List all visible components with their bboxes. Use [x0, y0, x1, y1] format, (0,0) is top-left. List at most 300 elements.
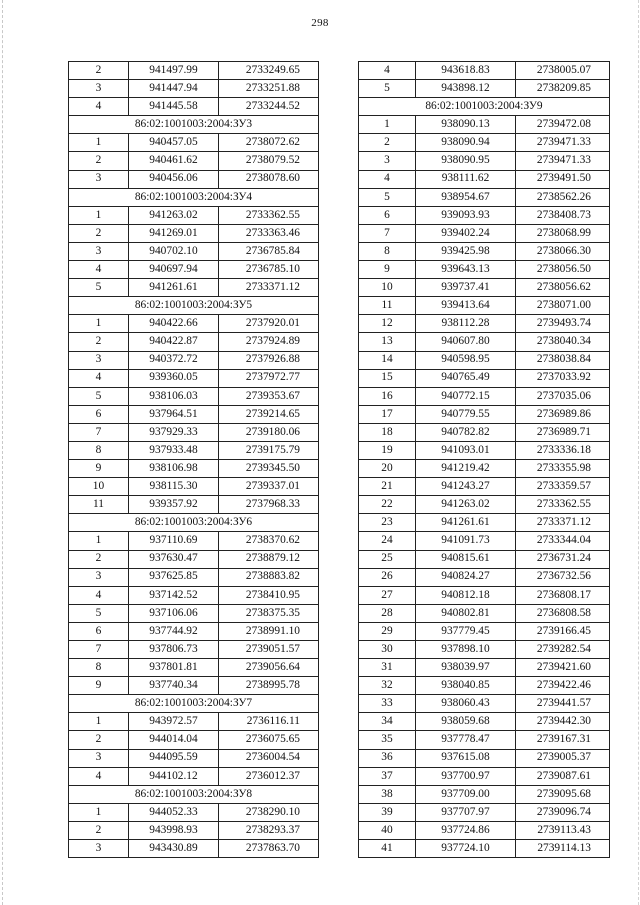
table-row [359, 695, 610, 713]
table-row [69, 568, 319, 586]
table-row [359, 441, 610, 459]
point-number: 33 [359, 695, 416, 713]
point-number: 2 [69, 224, 129, 242]
table-row [359, 279, 610, 297]
coord-y: 2736732.56 [516, 568, 610, 586]
coord-y: 2738293.37 [219, 821, 319, 839]
coord-y: 2736989.71 [516, 423, 610, 441]
coord-y: 2739442.30 [516, 713, 610, 731]
coord-y: 2736075.65 [219, 731, 319, 749]
table-row [359, 224, 610, 242]
coord-x: 940824.27 [416, 568, 516, 586]
point-number: 1 [69, 713, 129, 731]
table-row [359, 351, 610, 369]
table-row [69, 803, 319, 821]
table-row [359, 188, 610, 206]
point-number: 1 [359, 116, 416, 134]
table-row [69, 62, 319, 80]
table-row [359, 659, 610, 677]
coord-y: 2739175.79 [219, 441, 319, 459]
point-number: 1 [69, 206, 129, 224]
table-row [359, 297, 610, 315]
table-row [359, 261, 610, 279]
table-row [359, 405, 610, 423]
coord-x: 937700.97 [416, 767, 516, 785]
table-row [359, 62, 610, 80]
table-row [359, 423, 610, 441]
coord-x: 940815.61 [416, 550, 516, 568]
table-row [359, 478, 610, 496]
table-row [69, 677, 319, 695]
coord-x: 937744.92 [129, 622, 219, 640]
table-row [359, 604, 610, 622]
coord-x: 938039.97 [416, 659, 516, 677]
table-row [359, 460, 610, 478]
coord-y: 2733371.12 [219, 279, 319, 297]
coord-x: 940697.94 [129, 261, 219, 279]
table-row [359, 677, 610, 695]
coord-x: 938954.67 [416, 188, 516, 206]
coord-x: 938090.95 [416, 152, 516, 170]
coord-y: 2738078.60 [219, 170, 319, 188]
point-number: 6 [359, 206, 416, 224]
coord-x: 941269.01 [129, 224, 219, 242]
coord-y: 2738995.78 [219, 677, 319, 695]
point-number: 28 [359, 604, 416, 622]
coord-x: 938090.94 [416, 134, 516, 152]
table-row [359, 840, 610, 858]
table-row [359, 532, 610, 550]
parcel-header-row [69, 188, 319, 206]
point-number: 1 [69, 134, 129, 152]
table-row [69, 641, 319, 659]
coord-x: 939093.93 [416, 206, 516, 224]
coord-y: 2733359.57 [516, 478, 610, 496]
coord-y: 2736785.84 [219, 242, 319, 260]
coordinates-table-left-body [69, 62, 319, 858]
point-number: 4 [359, 170, 416, 188]
table-row [69, 351, 319, 369]
coord-x: 937929.33 [129, 423, 219, 441]
coord-x: 941497.99 [129, 62, 219, 80]
parcel-header-row [69, 695, 319, 713]
coord-y: 2737926.88 [219, 351, 319, 369]
parcel-id: 86:02:1001003:2004:ЗУ7 [69, 695, 319, 713]
coord-x: 937740.34 [129, 677, 219, 695]
table-row [69, 261, 319, 279]
point-number: 37 [359, 767, 416, 785]
table-row [359, 749, 610, 767]
point-number: 4 [359, 62, 416, 80]
coord-y: 2739337.01 [219, 478, 319, 496]
coord-y: 2739056.64 [219, 659, 319, 677]
coord-y: 2738066.30 [516, 242, 610, 260]
point-number: 16 [359, 387, 416, 405]
coord-y: 2739353.67 [219, 387, 319, 405]
coord-y: 2733249.65 [219, 62, 319, 80]
parcel-id: 86:02:1001003:2004:ЗУ4 [69, 188, 319, 206]
coord-x: 937106.06 [129, 604, 219, 622]
table-row [359, 387, 610, 405]
table-row [69, 496, 319, 514]
coord-y: 2736012.37 [219, 767, 319, 785]
point-number: 25 [359, 550, 416, 568]
coord-x: 940422.87 [129, 333, 219, 351]
coordinates-table-left [68, 61, 319, 858]
table-row [359, 152, 610, 170]
table-row [69, 441, 319, 459]
point-number: 26 [359, 568, 416, 586]
coord-x: 939413.64 [416, 297, 516, 315]
coord-x: 940598.95 [416, 351, 516, 369]
table-row [359, 803, 610, 821]
coord-y: 2739214.65 [219, 405, 319, 423]
coord-x: 940812.18 [416, 586, 516, 604]
coord-y: 2733355.98 [516, 460, 610, 478]
point-number: 6 [69, 622, 129, 640]
coord-x: 937933.48 [129, 441, 219, 459]
coord-x: 937142.52 [129, 586, 219, 604]
table-row [69, 604, 319, 622]
coord-y: 2736785.10 [219, 261, 319, 279]
coord-y: 2738068.99 [516, 224, 610, 242]
coord-x: 939737.41 [416, 279, 516, 297]
coord-y: 2739095.68 [516, 785, 610, 803]
coord-x: 940772.15 [416, 387, 516, 405]
parcel-header-row [69, 514, 319, 532]
table-row [359, 550, 610, 568]
coord-x: 937964.51 [129, 405, 219, 423]
coord-x: 939643.13 [416, 261, 516, 279]
point-number: 8 [69, 659, 129, 677]
table-row [359, 713, 610, 731]
coord-x: 939425.98 [416, 242, 516, 260]
point-number: 9 [69, 677, 129, 695]
table-row [359, 641, 610, 659]
coord-y: 2738375.35 [219, 604, 319, 622]
point-number: 13 [359, 333, 416, 351]
coord-x: 937615.08 [416, 749, 516, 767]
coord-x: 944052.33 [129, 803, 219, 821]
point-number: 15 [359, 369, 416, 387]
coord-y: 2733244.52 [219, 98, 319, 116]
coord-y: 2738005.07 [516, 62, 610, 80]
table-row [359, 170, 610, 188]
coord-y: 2737920.01 [219, 315, 319, 333]
coord-y: 2733362.55 [516, 496, 610, 514]
table-row [69, 478, 319, 496]
coord-x: 938106.98 [129, 460, 219, 478]
coord-y: 2737924.89 [219, 333, 319, 351]
coord-y: 2738883.82 [219, 568, 319, 586]
table-row [69, 369, 319, 387]
table-row [69, 821, 319, 839]
table-row [69, 749, 319, 767]
coord-y: 2739166.45 [516, 622, 610, 640]
coord-x: 943618.83 [416, 62, 516, 80]
point-number: 5 [69, 387, 129, 405]
coord-x: 937898.10 [416, 641, 516, 659]
coord-x: 940782.82 [416, 423, 516, 441]
point-number: 5 [359, 188, 416, 206]
table-row [69, 550, 319, 568]
coord-y: 2739471.33 [516, 152, 610, 170]
coord-y: 2739113.43 [516, 821, 610, 839]
coord-x: 937724.10 [416, 840, 516, 858]
table-row [69, 405, 319, 423]
coord-y: 2739167.31 [516, 731, 610, 749]
table-row [359, 821, 610, 839]
table-row [69, 279, 319, 297]
coord-x: 938111.62 [416, 170, 516, 188]
point-number: 1 [69, 532, 129, 550]
coord-x: 943998.93 [129, 821, 219, 839]
table-row [359, 586, 610, 604]
table-row [359, 785, 610, 803]
table-row [69, 333, 319, 351]
coordinates-table-right [358, 61, 610, 858]
scan-right-edge [637, 0, 639, 905]
scan-left-edge [2, 0, 4, 905]
coord-y: 2737033.92 [516, 369, 610, 387]
table-row [69, 224, 319, 242]
coord-y: 2738562.26 [516, 188, 610, 206]
coord-y: 2739472.08 [516, 116, 610, 134]
coord-x: 940461.62 [129, 152, 219, 170]
table-row [69, 152, 319, 170]
coord-x: 938059.68 [416, 713, 516, 731]
parcel-id: 86:02:1001003:2004:ЗУ3 [69, 116, 319, 134]
point-number: 4 [69, 767, 129, 785]
coord-x: 937806.73 [129, 641, 219, 659]
point-number: 3 [69, 351, 129, 369]
coord-y: 2738991.10 [219, 622, 319, 640]
point-number: 2 [69, 821, 129, 839]
coord-x: 940802.81 [416, 604, 516, 622]
point-number: 8 [359, 242, 416, 260]
coord-y: 2739441.57 [516, 695, 610, 713]
point-number: 35 [359, 731, 416, 749]
point-number: 17 [359, 405, 416, 423]
parcel-id: 86:02:1001003:2004:ЗУ8 [69, 785, 319, 803]
point-number: 11 [359, 297, 416, 315]
parcel-id: 86:02:1001003:2004:ЗУ9 [359, 98, 610, 116]
coord-y: 2738410.95 [219, 586, 319, 604]
table-row [69, 387, 319, 405]
point-number: 36 [359, 749, 416, 767]
coord-y: 2737863.70 [219, 840, 319, 858]
point-number: 38 [359, 785, 416, 803]
point-number: 3 [69, 242, 129, 260]
coord-y: 2733336.18 [516, 441, 610, 459]
table-row [69, 134, 319, 152]
point-number: 2 [69, 550, 129, 568]
coord-y: 2738056.50 [516, 261, 610, 279]
point-number: 3 [69, 170, 129, 188]
coord-y: 2739471.33 [516, 134, 610, 152]
coord-y: 2739493.74 [516, 315, 610, 333]
table-row [359, 767, 610, 785]
point-number: 3 [69, 749, 129, 767]
point-number: 14 [359, 351, 416, 369]
point-number: 18 [359, 423, 416, 441]
coord-y: 2737972.77 [219, 369, 319, 387]
table-row [359, 369, 610, 387]
table-row [69, 532, 319, 550]
point-number: 1 [69, 315, 129, 333]
coord-x: 937625.85 [129, 568, 219, 586]
coord-y: 2739087.61 [516, 767, 610, 785]
coord-x: 940779.55 [416, 405, 516, 423]
coord-x: 937778.47 [416, 731, 516, 749]
page-number: 298 [311, 17, 329, 29]
table-row [69, 767, 319, 785]
coord-x: 943898.12 [416, 80, 516, 98]
coord-y: 2738370.62 [219, 532, 319, 550]
coord-x: 941445.58 [129, 98, 219, 116]
coordinates-table-right-body [359, 62, 610, 858]
coord-y: 2738038.84 [516, 351, 610, 369]
point-number: 30 [359, 641, 416, 659]
coord-x: 940456.06 [129, 170, 219, 188]
point-number: 2 [69, 152, 129, 170]
coord-x: 941091.73 [416, 532, 516, 550]
coord-y: 2737035.06 [516, 387, 610, 405]
point-number: 4 [69, 261, 129, 279]
coord-y: 2739005.37 [516, 749, 610, 767]
point-number: 3 [359, 152, 416, 170]
coord-y: 2738040.34 [516, 333, 610, 351]
table-row [69, 170, 319, 188]
coord-y: 2736808.17 [516, 586, 610, 604]
table-row [69, 423, 319, 441]
point-number: 7 [69, 423, 129, 441]
table-row [69, 659, 319, 677]
table-row [359, 496, 610, 514]
table-row [359, 622, 610, 640]
table-row [359, 731, 610, 749]
coord-y: 2736004.54 [219, 749, 319, 767]
table-row [359, 568, 610, 586]
coord-y: 2739421.60 [516, 659, 610, 677]
coord-x: 944095.59 [129, 749, 219, 767]
point-number: 6 [69, 405, 129, 423]
coord-x: 938112.28 [416, 315, 516, 333]
parcel-id: 86:02:1001003:2004:ЗУ6 [69, 514, 319, 532]
coord-y: 2739051.57 [219, 641, 319, 659]
point-number: 10 [359, 279, 416, 297]
coord-x: 944102.12 [129, 767, 219, 785]
coord-x: 944014.04 [129, 731, 219, 749]
coord-x: 938060.43 [416, 695, 516, 713]
point-number: 2 [69, 62, 129, 80]
coord-x: 938040.85 [416, 677, 516, 695]
parcel-header-row [69, 785, 319, 803]
coord-y: 2733362.55 [219, 206, 319, 224]
coord-y: 2736989.86 [516, 405, 610, 423]
coord-y: 2733371.12 [516, 514, 610, 532]
table-row [359, 514, 610, 532]
coord-y: 2738071.00 [516, 297, 610, 315]
coord-x: 943972.57 [129, 713, 219, 731]
table-row [359, 333, 610, 351]
point-number: 2 [359, 134, 416, 152]
coord-y: 2739096.74 [516, 803, 610, 821]
table-row [69, 242, 319, 260]
table-row [359, 315, 610, 333]
parcel-id: 86:02:1001003:2004:ЗУ5 [69, 297, 319, 315]
coord-y: 2739491.50 [516, 170, 610, 188]
coord-x: 941261.61 [129, 279, 219, 297]
point-number: 10 [69, 478, 129, 496]
coord-x: 939357.92 [129, 496, 219, 514]
point-number: 1 [69, 803, 129, 821]
coord-y: 2738079.52 [219, 152, 319, 170]
point-number: 29 [359, 622, 416, 640]
point-number: 3 [69, 80, 129, 98]
coord-y: 2738290.10 [219, 803, 319, 821]
table-row [69, 731, 319, 749]
point-number: 4 [69, 98, 129, 116]
coord-x: 937630.47 [129, 550, 219, 568]
table-row [69, 713, 319, 731]
point-number: 20 [359, 460, 416, 478]
table-row [69, 840, 319, 858]
point-number: 32 [359, 677, 416, 695]
point-number: 21 [359, 478, 416, 496]
point-number: 23 [359, 514, 416, 532]
coord-y: 2739282.54 [516, 641, 610, 659]
coord-x: 943430.89 [129, 840, 219, 858]
coord-y: 2738209.85 [516, 80, 610, 98]
point-number: 9 [69, 460, 129, 478]
coord-x: 937110.69 [129, 532, 219, 550]
coord-x: 940372.72 [129, 351, 219, 369]
coord-x: 941093.01 [416, 441, 516, 459]
point-number: 2 [69, 333, 129, 351]
point-number: 27 [359, 586, 416, 604]
coord-x: 941263.02 [129, 206, 219, 224]
coord-y: 2733251.88 [219, 80, 319, 98]
coord-y: 2739422.46 [516, 677, 610, 695]
coord-y: 2738408.73 [516, 206, 610, 224]
coord-y: 2736116.11 [219, 713, 319, 731]
parcel-header-row [69, 116, 319, 134]
parcel-header-row [359, 98, 610, 116]
point-number: 11 [69, 496, 129, 514]
coord-x: 941261.61 [416, 514, 516, 532]
coord-y: 2738072.62 [219, 134, 319, 152]
point-number: 5 [69, 604, 129, 622]
point-number: 4 [69, 369, 129, 387]
table-row [359, 206, 610, 224]
table-row [69, 586, 319, 604]
coord-x: 941219.42 [416, 460, 516, 478]
coord-y: 2733363.46 [219, 224, 319, 242]
point-number: 12 [359, 315, 416, 333]
coord-y: 2738056.62 [516, 279, 610, 297]
coord-y: 2736808.58 [516, 604, 610, 622]
point-number: 3 [69, 840, 129, 858]
coord-y: 2739180.06 [219, 423, 319, 441]
coord-y: 2738879.12 [219, 550, 319, 568]
coord-x: 938115.30 [129, 478, 219, 496]
point-number: 7 [69, 641, 129, 659]
point-number: 40 [359, 821, 416, 839]
point-number: 22 [359, 496, 416, 514]
coord-x: 937779.45 [416, 622, 516, 640]
coord-x: 938090.13 [416, 116, 516, 134]
